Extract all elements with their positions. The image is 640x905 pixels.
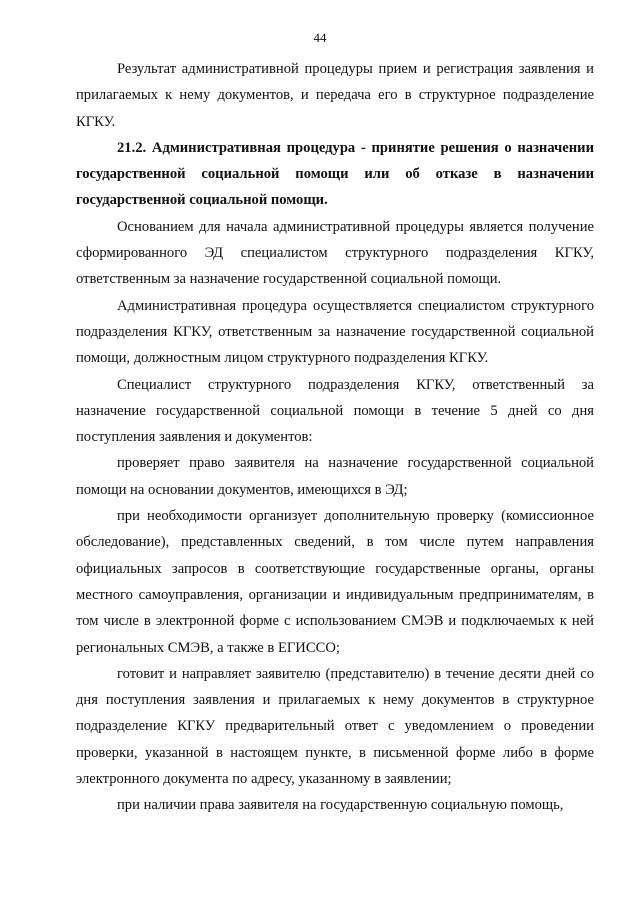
list-item-additional-check: при необходимости организует дополнительную проверку (комиссионное обследование), представленных сведений, в том числе путем направления официальных запросов в соответствующие государственные органы, органы местного самоуправления, организации и индивидуальным предпринимателям, в том числе в электронной форме с использованием СМЭВ и подключаемых к ней региональных СМЭВ, а также в ЕГИССО;: [76, 508, 594, 656]
paragraph-procedure-result: Результат административной процедуры прием и регистрация заявления и прилагаемых к нему документов, и передача его в структурное подразделение КГКУ.: [76, 61, 594, 130]
list-item-preliminary-answer: готовит и направляет заявителю (представителю) в течение десяти дней со дня поступления заявления и прилагаемых к нему документов в структурное подразделение КГКУ предварительный ответ с уведомлением о проведении проверки, указанной в настоящем пункте, в письменной форме либо в форме электронного документа по адресу, указанному в заявлении;: [76, 665, 594, 788]
list-item-right-present: при наличии права заявителя на государственную социальную помощь,: [117, 797, 564, 814]
section-heading-21-2: 21.2. Административная процедура - принятие решения о назначении государственной социальной помощи или об отказе в назначении государственной социальной помощи.: [76, 139, 594, 209]
paragraph-procedure-performer: Административная процедура осуществляется специалистом структурного подразделения КГКУ, ответственным за назначение государственной социальной помощи, должностным лицом структурного подразделения КГКУ.: [76, 297, 594, 367]
page-number: 44: [313, 30, 327, 45]
paragraph-specialist-duties: Специалист структурного подразделения КГКУ, ответственный за назначение государственной социальной помощи в течение 5 дней со дня поступления заявления и документов:: [76, 376, 594, 446]
list-item-check-right: проверяет право заявителя на назначение государственной социальной помощи на основании документов, имеющихся в ЭД;: [76, 455, 594, 498]
paragraph-procedure-basis: Основанием для начала административной процедуры является получение сформированного ЭД специалистом структурного подразделения КГКУ, ответственным за назначение государственной социальной помощи.: [76, 218, 594, 288]
document-body: [76, 56, 594, 819]
